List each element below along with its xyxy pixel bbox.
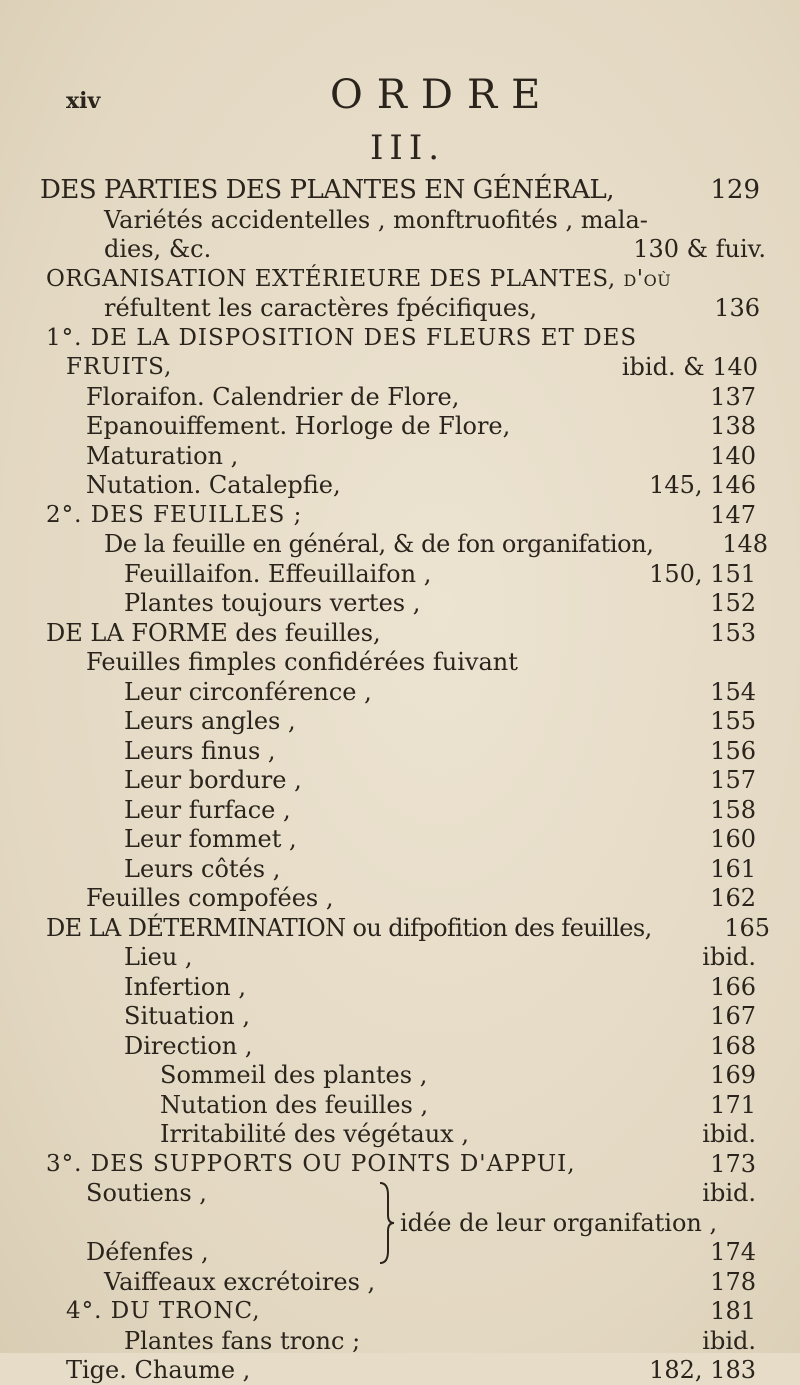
entry-page: 166 bbox=[710, 972, 756, 1001]
entry-page: 138 bbox=[710, 412, 756, 440]
entry-text: Direction , bbox=[124, 1031, 253, 1060]
entry-text: Plantes fans tronc ; bbox=[124, 1326, 361, 1355]
entry-text: réfultent les caractères fpécifiques, bbox=[104, 294, 538, 322]
entry-text: Leurs angles , bbox=[124, 707, 296, 735]
entry-text: Feuillaifon. Effeuillaifon , bbox=[124, 559, 432, 588]
entry-page: 162 bbox=[710, 884, 756, 912]
entry-text: Maturation , bbox=[86, 441, 239, 470]
entry-text: idée de leur organifation , bbox=[400, 1208, 718, 1237]
entry-page: 155 bbox=[710, 707, 756, 735]
entry-page: ibid. bbox=[702, 1120, 756, 1148]
entry-text: Epanouiffement. Horloge de Flore, bbox=[86, 412, 511, 440]
entry-page: 165 bbox=[724, 913, 770, 942]
entry-page: 147 bbox=[710, 500, 756, 529]
entry-text: ORGANISATION EXTÉRIEURE DES PLANTES, d'où bbox=[46, 265, 672, 292]
entry-text: Leurs finus , bbox=[124, 736, 276, 765]
entry-page: 145, 146 bbox=[649, 471, 756, 499]
entry-text: 2°. DES FEUILLES ; bbox=[46, 501, 303, 528]
entry-text: Soutiens , bbox=[86, 1179, 207, 1207]
entry-text: DE LA FORME des feuilles, bbox=[46, 618, 381, 647]
entry-page: 158 bbox=[710, 795, 756, 824]
entry-text: Floraifon. Calendrier de Flore, bbox=[86, 382, 460, 411]
entry-text: Situation , bbox=[124, 1002, 251, 1030]
page-title: ORDRE bbox=[330, 72, 555, 118]
entry-text: dies, &c. bbox=[104, 235, 212, 263]
entry-text: Infertion , bbox=[124, 972, 246, 1001]
entry-text: Nutation des feuilles , bbox=[160, 1090, 429, 1119]
entry-page: 174 bbox=[710, 1238, 756, 1266]
entry-text: Défenfes , bbox=[86, 1238, 209, 1266]
entry-text: 1°. DE LA DISPOSITION DES FLEURS ET DES bbox=[46, 324, 638, 351]
entry-text: De la feuille en général, & de fon organifation, bbox=[104, 530, 654, 558]
entry-page: 140 bbox=[710, 441, 756, 470]
entry-text: DES PARTIES DES PLANTES EN GÉNÉRAL, bbox=[40, 175, 615, 205]
entry-page: 154 bbox=[710, 677, 756, 706]
entry-page: 130 & fuiv. bbox=[633, 235, 766, 263]
entry-text: Variétés accidentelles , monftruofités , mala- bbox=[104, 205, 648, 234]
entry-text: Sommeil des plantes , bbox=[160, 1061, 428, 1089]
brace-icon bbox=[376, 1181, 396, 1265]
entry-page: ibid. & 140 bbox=[621, 353, 758, 381]
entry-page: 169 bbox=[710, 1061, 756, 1089]
entry-text: Vaiffeaux excrétoires , bbox=[104, 1267, 376, 1296]
entry-page: 156 bbox=[710, 736, 756, 765]
entry-page: 181 bbox=[710, 1297, 756, 1325]
entry-page: 148 bbox=[722, 530, 768, 558]
entry-page: ibid. bbox=[702, 1179, 756, 1207]
entry-text: Irritabilité des végétaux , bbox=[160, 1120, 469, 1148]
entry-page: 161 bbox=[710, 854, 756, 883]
entry-page: 136 bbox=[714, 294, 760, 322]
entry-text: 3°. DES SUPPORTS OU POINTS D'APPUI, bbox=[46, 1150, 576, 1177]
entry-page: 167 bbox=[710, 1002, 756, 1030]
entry-page: 171 bbox=[710, 1090, 756, 1119]
entry-page: ibid. bbox=[702, 1326, 756, 1355]
entry-text: Feuilles fimples confidérées fuivant bbox=[86, 648, 518, 676]
entry-page: 129 bbox=[710, 175, 760, 205]
entry-page: 182, 183 bbox=[649, 1356, 756, 1384]
entry-text: Leur circonférence , bbox=[124, 677, 372, 706]
entry-text: Tige. Chaume , bbox=[66, 1356, 251, 1384]
entry-text: Feuilles compofées , bbox=[86, 884, 334, 912]
entry-page: 157 bbox=[710, 766, 756, 794]
entry-text: Nutation. Catalepfie, bbox=[86, 471, 341, 499]
entry-text: Leur furface , bbox=[124, 795, 291, 824]
entry-text: DE LA DÉTERMINATION ou difpofition des feuilles, bbox=[46, 913, 652, 942]
entry-text: Lieu , bbox=[124, 943, 193, 971]
entry-text: 4°. DU TRONC, bbox=[66, 1298, 261, 1324]
entry-page: 137 bbox=[710, 382, 756, 411]
entry-page: 173 bbox=[710, 1149, 756, 1178]
entry-page: 152 bbox=[710, 589, 756, 617]
entry-page: 153 bbox=[710, 618, 756, 647]
entry-page: 150, 151 bbox=[649, 559, 756, 588]
entry-text: Plantes toujours vertes , bbox=[124, 589, 421, 617]
entry-page: 178 bbox=[710, 1267, 756, 1296]
entry-text: Leur bordure , bbox=[124, 766, 302, 794]
entry-page: 160 bbox=[710, 825, 756, 853]
page-number: xiv bbox=[66, 88, 101, 114]
chapter-numeral: III. bbox=[370, 128, 446, 168]
entry-page: ibid. bbox=[702, 943, 756, 971]
entry-text: Leurs côtés , bbox=[124, 854, 281, 883]
entry-text: Leur fommet , bbox=[124, 825, 297, 853]
entry-page: 168 bbox=[710, 1031, 756, 1060]
entry-text: FRUITS, bbox=[66, 354, 173, 380]
